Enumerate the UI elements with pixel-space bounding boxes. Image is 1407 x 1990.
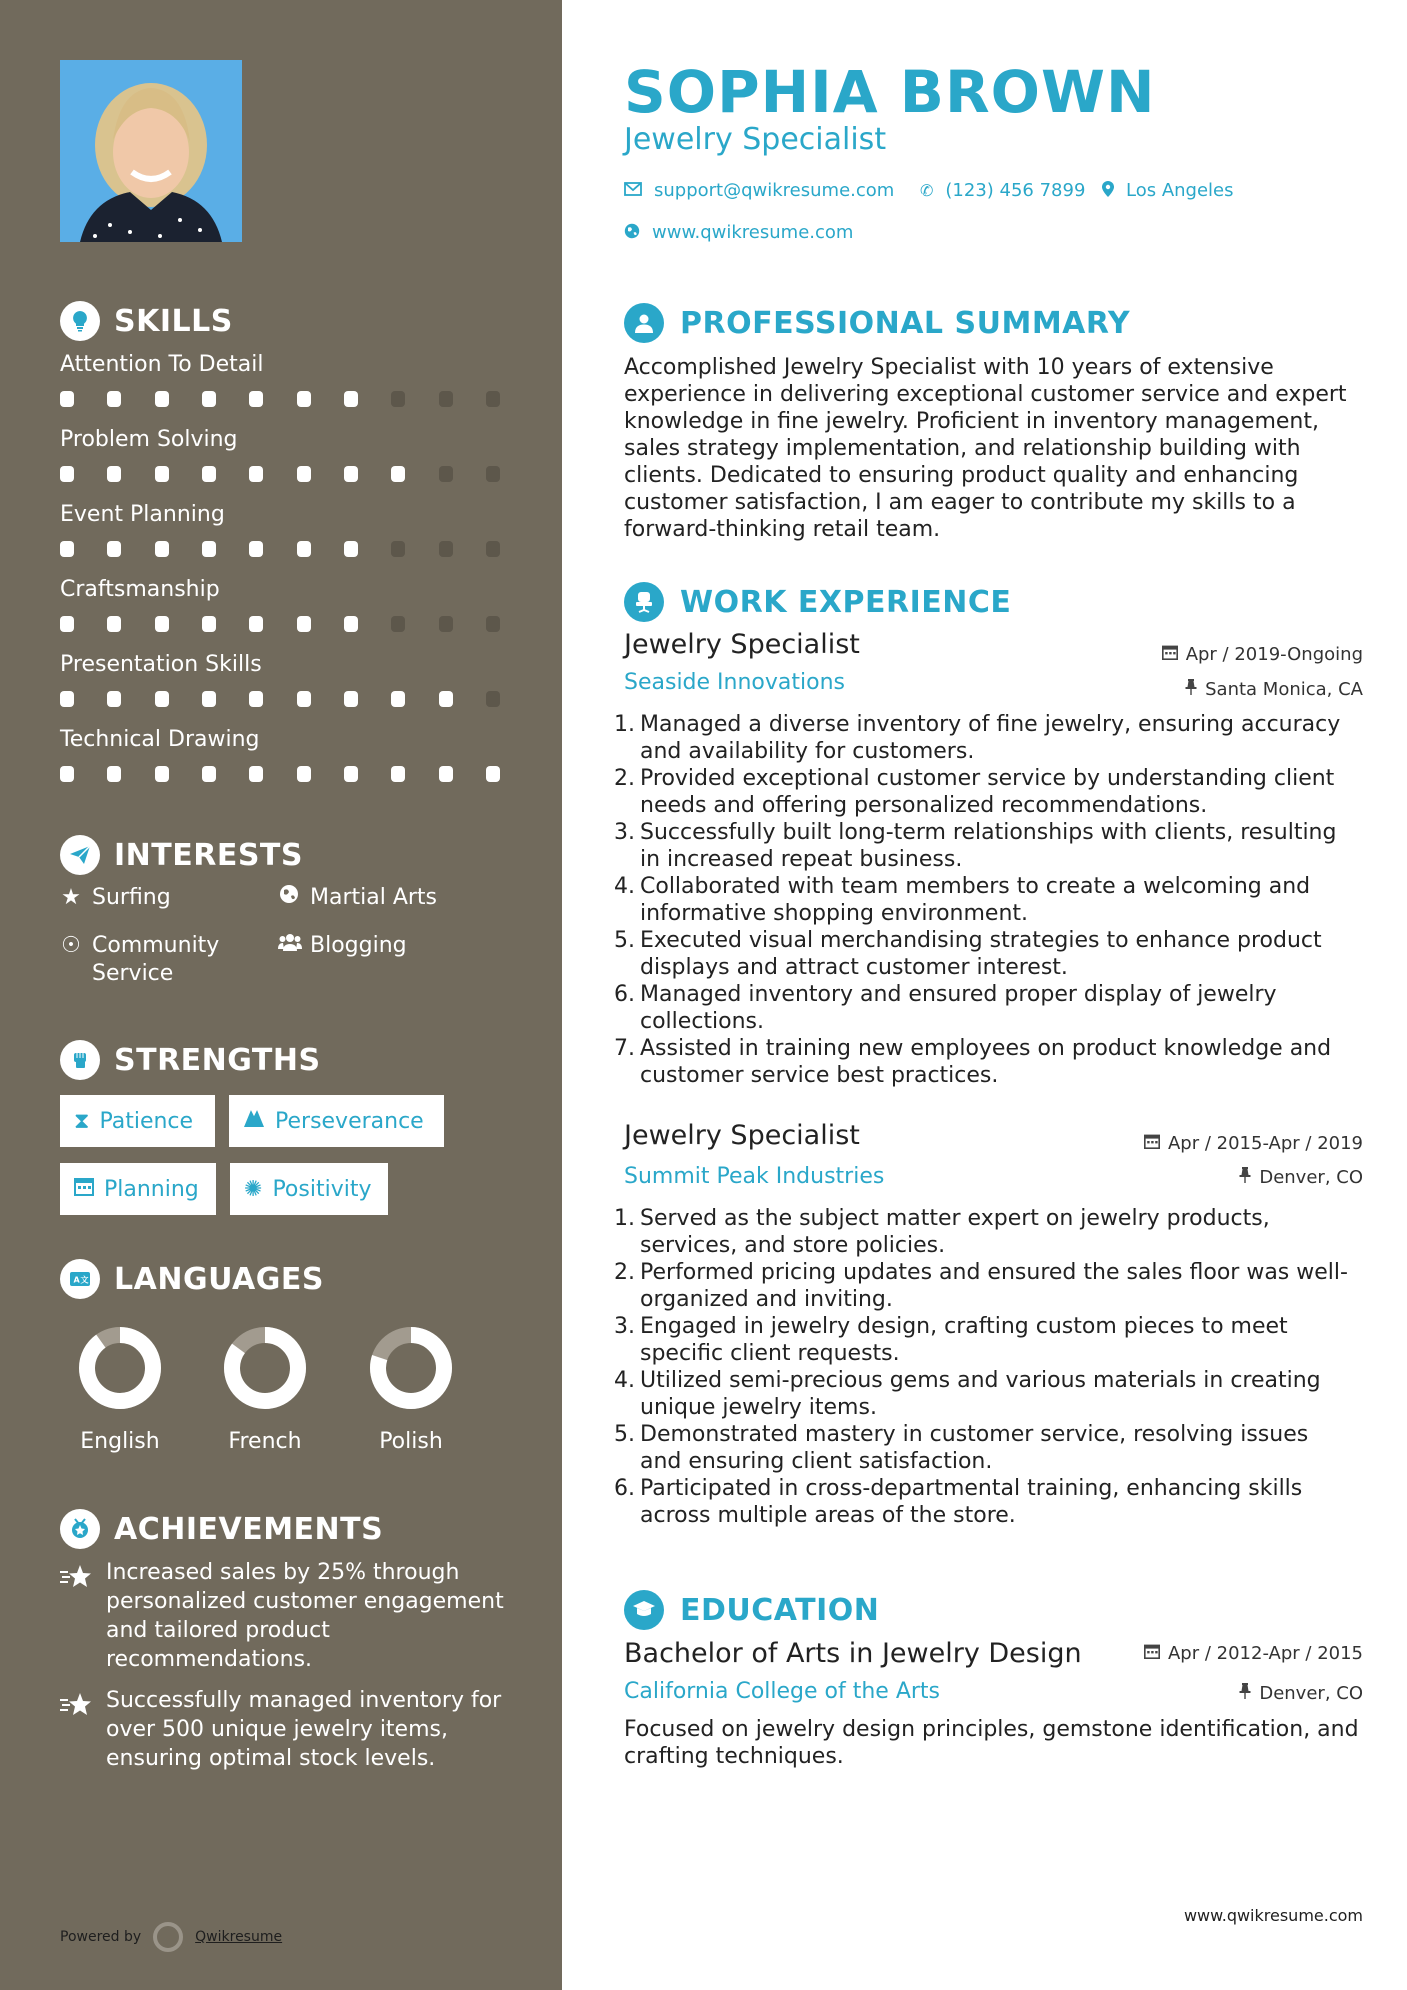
responsibility-text: Collaborated with team members to create a welcoming and informative shopping environment. bbox=[640, 874, 1311, 926]
language-item bbox=[351, 1325, 471, 1454]
skill-name: Event Planning bbox=[60, 502, 225, 527]
skill-level-dots bbox=[60, 766, 500, 782]
job-dates bbox=[1162, 644, 1363, 665]
star-fly-icon bbox=[60, 1686, 94, 1773]
education-description: Focused on jewelry design principles, gemstone identification, and crafting techniques. bbox=[624, 1717, 1359, 1769]
skill-dot bbox=[202, 391, 216, 407]
job-location-text: Santa Monica, CA bbox=[1205, 679, 1363, 700]
skill-dot bbox=[155, 541, 169, 557]
responsibility-item: 3. Successfully built long-term relationships with clients, resulting in increased repeat business. bbox=[614, 819, 1354, 873]
strength-tag bbox=[230, 1163, 388, 1215]
responsibility-text: Executed visual merchandising strategies to enhance product displays and attract customer interest. bbox=[640, 928, 1322, 980]
skill-name: Technical Drawing bbox=[60, 727, 260, 752]
skill-dot bbox=[486, 541, 500, 557]
responsibility-item: 2. Provided exceptional customer service by understanding client needs and offering personalized recommendations. bbox=[614, 765, 1354, 819]
skill-dot bbox=[344, 691, 358, 707]
strength-tag bbox=[60, 1163, 216, 1215]
achievements-heading bbox=[60, 1509, 383, 1549]
qwikresume-logo-icon bbox=[153, 1922, 183, 1952]
responsibility-text: Participated in cross-departmental training, enhancing skills across multiple areas of the store. bbox=[640, 1476, 1303, 1528]
qwikresume-link[interactable]: Qwikresume bbox=[195, 1929, 283, 1945]
language-name: French bbox=[228, 1429, 302, 1454]
skill-dot bbox=[202, 766, 216, 782]
footer-website[interactable]: www.qwikresume.com bbox=[1183, 1906, 1363, 1925]
job-location bbox=[1185, 679, 1363, 700]
contact-location bbox=[1102, 180, 1234, 201]
skill-dot bbox=[60, 766, 74, 782]
interest-item bbox=[60, 932, 219, 988]
globe-icon bbox=[278, 884, 300, 912]
responsibility-text: Managed a diverse inventory of fine jewelry, ensuring accuracy and availability for customers. bbox=[640, 712, 1341, 764]
skill-dot bbox=[107, 766, 121, 782]
interest-label: Blogging bbox=[310, 933, 407, 958]
strengths-title: STRENGTHS bbox=[114, 1042, 321, 1078]
skill-dot bbox=[439, 541, 453, 557]
skill-item bbox=[60, 652, 500, 707]
job-responsibilities bbox=[614, 711, 1354, 1089]
skill-dot bbox=[486, 616, 500, 632]
skill-name: Attention To Detail bbox=[60, 352, 264, 377]
language-item bbox=[205, 1325, 325, 1454]
phone-icon: ✆ bbox=[920, 181, 934, 200]
skill-dot bbox=[155, 391, 169, 407]
interests-title: INTERESTS bbox=[114, 837, 303, 873]
office-chair-icon bbox=[624, 582, 664, 622]
strength-label: Planning bbox=[104, 1176, 199, 1202]
strength-tag bbox=[229, 1095, 444, 1147]
interest-label: Surfing bbox=[92, 885, 171, 910]
skill-dot bbox=[486, 766, 500, 782]
skill-dot bbox=[391, 766, 405, 782]
responsibility-text: Performed pricing updates and ensured the sales floor was well-organized and inviting. bbox=[640, 1260, 1348, 1312]
languages-title: LANGUAGES bbox=[114, 1261, 324, 1297]
skill-dot bbox=[391, 466, 405, 482]
skill-dot bbox=[155, 616, 169, 632]
achievement-item bbox=[60, 1686, 510, 1773]
job-dates-text: Apr / 2015-Apr / 2019 bbox=[1167, 1133, 1363, 1154]
fist-icon bbox=[60, 1040, 100, 1080]
skill-dot bbox=[344, 391, 358, 407]
responsibility-text: Utilized semi-precious gems and various materials in creating unique jewelry items. bbox=[640, 1368, 1321, 1420]
skill-dot bbox=[107, 691, 121, 707]
profile-photo bbox=[60, 60, 242, 242]
pushpin-icon bbox=[1239, 1683, 1251, 1704]
profile-photo-image bbox=[60, 60, 242, 242]
envelope-icon bbox=[624, 181, 642, 200]
education-dates bbox=[1144, 1643, 1363, 1664]
achievement-item bbox=[60, 1558, 510, 1674]
skill-level-dots bbox=[60, 541, 500, 557]
interest-label-2: Service bbox=[92, 961, 174, 986]
user-icon bbox=[624, 303, 664, 343]
contact-website[interactable] bbox=[624, 222, 853, 243]
language-item bbox=[60, 1325, 180, 1454]
responsibility-item: 1. Managed a diverse inventory of fine jewelry, ensuring accuracy and availability for customers. bbox=[614, 711, 1354, 765]
skill-dot bbox=[486, 391, 500, 407]
language-icon bbox=[60, 1259, 100, 1299]
skill-dot bbox=[202, 616, 216, 632]
location-text: Los Angeles bbox=[1126, 180, 1234, 201]
skill-name: Problem Solving bbox=[60, 427, 238, 452]
calendar-icon bbox=[1162, 644, 1178, 665]
map-pin-icon bbox=[1102, 181, 1114, 201]
job-company: Seaside Innovations bbox=[624, 670, 845, 695]
job-company: Summit Peak Industries bbox=[624, 1164, 885, 1189]
skill-dot bbox=[297, 466, 311, 482]
skill-dot bbox=[439, 691, 453, 707]
email-text: support@qwikresume.com bbox=[654, 180, 895, 201]
star-fly-icon bbox=[60, 1558, 94, 1674]
skill-dot bbox=[155, 691, 169, 707]
responsibility-text: Engaged in jewelry design, crafting custom pieces to meet specific client requests. bbox=[640, 1314, 1288, 1366]
skill-dot bbox=[297, 541, 311, 557]
calendar-icon bbox=[1144, 1133, 1160, 1154]
responsibility-text: Successfully built long-term relationships with clients, resulting in increased repeat business. bbox=[640, 820, 1337, 872]
skill-dot bbox=[297, 391, 311, 407]
languages-heading bbox=[60, 1259, 324, 1299]
skill-dot bbox=[391, 541, 405, 557]
job-responsibilities bbox=[614, 1205, 1354, 1529]
sun-icon: ✺ bbox=[244, 1176, 263, 1202]
calendar-icon bbox=[1144, 1643, 1160, 1664]
language-level-ring bbox=[77, 1325, 163, 1411]
responsibility-item: 1. Served as the subject matter expert on jewelry products, services, and store policies. bbox=[614, 1205, 1354, 1259]
skill-dot bbox=[60, 616, 74, 632]
education-school: California College of the Arts bbox=[624, 1679, 941, 1704]
work-heading bbox=[624, 582, 1011, 622]
skill-dot bbox=[60, 541, 74, 557]
achievement-text: Increased sales by 25% through personalized customer engagement and tailored product recommendations. bbox=[106, 1560, 504, 1672]
globe-icon bbox=[624, 223, 640, 243]
summary-text: Accomplished Jewelry Specialist with 10 years of extensive experience in delivering exceptional customer service and expert knowledge in fine jewelry. Proficient in inventory management, sales strategy implementation, and relationship building with clients. Dedicated to ensuring product quality and enhancing customer satisfaction, I am eager to contribute my skills to a forward-thinking retail team. bbox=[624, 355, 1347, 542]
svg-text:A: A bbox=[73, 1275, 81, 1285]
skill-dot bbox=[297, 766, 311, 782]
skill-dot bbox=[391, 391, 405, 407]
strength-label: Perseverance bbox=[275, 1108, 424, 1134]
skills-heading bbox=[60, 301, 233, 341]
skill-dot bbox=[202, 466, 216, 482]
skill-name: Craftsmanship bbox=[60, 577, 220, 602]
svg-text:文: 文 bbox=[80, 1275, 89, 1285]
responsibility-item: 6. Participated in cross-departmental training, enhancing skills across multiple areas of the store. bbox=[614, 1475, 1354, 1529]
skill-dot bbox=[344, 616, 358, 632]
skill-dot bbox=[297, 616, 311, 632]
strength-label: Positivity bbox=[272, 1176, 372, 1202]
skills-title: SKILLS bbox=[114, 303, 233, 339]
paper-plane-icon bbox=[60, 835, 100, 875]
responsibility-text: Demonstrated mastery in customer service, resolving issues and ensuring client satisfaction. bbox=[640, 1422, 1309, 1474]
star-icon: ★ bbox=[61, 885, 81, 910]
skill-dot bbox=[486, 466, 500, 482]
job-title: Jewelry Specialist bbox=[624, 629, 860, 660]
pushpin-icon bbox=[1239, 1167, 1251, 1188]
users-icon bbox=[278, 932, 300, 960]
skill-dot bbox=[202, 541, 216, 557]
skill-dot bbox=[486, 691, 500, 707]
skill-item bbox=[60, 427, 500, 482]
strength-tag bbox=[60, 1095, 215, 1147]
skill-dot bbox=[344, 466, 358, 482]
interest-item bbox=[60, 884, 171, 912]
skill-dot bbox=[107, 616, 121, 632]
job-location-text: Denver, CO bbox=[1259, 1167, 1363, 1188]
person-name: SOPHIA BROWN bbox=[624, 58, 1156, 126]
responsibility-item: 5. Executed visual merchandising strategies to enhance product displays and attract customer interest. bbox=[614, 927, 1354, 981]
skill-dot bbox=[439, 766, 453, 782]
job-title: Jewelry Specialist bbox=[624, 1120, 860, 1151]
contact-email[interactable] bbox=[624, 180, 894, 201]
job-dates-text: Apr / 2019-Ongoing bbox=[1185, 644, 1363, 665]
interest-item bbox=[278, 932, 407, 960]
skill-level-dots bbox=[60, 691, 500, 707]
skill-level-dots bbox=[60, 616, 500, 632]
language-level-ring bbox=[222, 1325, 308, 1411]
strength-label: Patience bbox=[99, 1108, 194, 1134]
website-text: www.qwikresume.com bbox=[652, 222, 854, 243]
skill-dot bbox=[249, 466, 263, 482]
language-name: English bbox=[80, 1429, 160, 1454]
strengths-heading bbox=[60, 1040, 321, 1080]
person-role: Jewelry Specialist bbox=[624, 122, 887, 157]
work-title: WORK EXPERIENCE bbox=[680, 584, 1012, 620]
skill-dot bbox=[249, 691, 263, 707]
responsibility-item: 3. Engaged in jewelry design, crafting custom pieces to meet specific client requests. bbox=[614, 1313, 1354, 1367]
education-dates-text: Apr / 2012-Apr / 2015 bbox=[1167, 1643, 1363, 1664]
interest-item bbox=[278, 884, 437, 912]
skill-dot bbox=[107, 391, 121, 407]
skill-item bbox=[60, 502, 500, 557]
phone-text: (123) 456 7899 bbox=[945, 180, 1086, 201]
skill-dot bbox=[439, 391, 453, 407]
contact-phone[interactable] bbox=[920, 180, 1085, 201]
achievements-title: ACHIEVEMENTS bbox=[114, 1511, 384, 1547]
skill-dot bbox=[249, 541, 263, 557]
skill-item bbox=[60, 352, 500, 407]
job-dates bbox=[1144, 1133, 1363, 1154]
skill-dot bbox=[60, 691, 74, 707]
skill-dot bbox=[249, 616, 263, 632]
main-content bbox=[562, 0, 1407, 1990]
skill-dot bbox=[344, 541, 358, 557]
skill-dot bbox=[155, 466, 169, 482]
climber-icon bbox=[243, 1108, 265, 1134]
summary-title: PROFESSIONAL SUMMARY bbox=[680, 305, 1131, 341]
powered-by bbox=[60, 1922, 282, 1952]
job-location bbox=[1239, 1167, 1363, 1188]
summary-heading bbox=[624, 303, 1130, 343]
sidebar bbox=[0, 0, 562, 1990]
responsibility-text: Assisted in training new employees on product knowledge and customer service best practices. bbox=[640, 1036, 1332, 1088]
skill-dot bbox=[249, 391, 263, 407]
education-location bbox=[1239, 1683, 1363, 1704]
skill-item bbox=[60, 727, 500, 782]
skill-dot bbox=[60, 466, 74, 482]
education-degree: Bachelor of Arts in Jewelry Design bbox=[624, 1638, 1082, 1669]
skill-dot bbox=[391, 691, 405, 707]
skill-dot bbox=[297, 691, 311, 707]
responsibility-item: 6. Managed inventory and ensured proper display of jewelry collections. bbox=[614, 981, 1354, 1035]
pushpin-icon bbox=[1185, 679, 1197, 700]
skill-dot bbox=[391, 616, 405, 632]
responsibility-text: Served as the subject matter expert on jewelry products, services, and store policies. bbox=[640, 1206, 1270, 1258]
responsibility-item: 5. Demonstrated mastery in customer service, resolving issues and ensuring client satisfaction. bbox=[614, 1421, 1354, 1475]
skill-level-dots bbox=[60, 466, 500, 482]
language-name: Polish bbox=[379, 1429, 443, 1454]
powered-by-label: Powered by bbox=[60, 1929, 142, 1945]
responsibility-item: 7. Assisted in training new employees on product knowledge and customer service best practices. bbox=[614, 1035, 1354, 1089]
skill-dot bbox=[439, 466, 453, 482]
skill-dot bbox=[249, 766, 263, 782]
graduate-icon bbox=[624, 1590, 664, 1630]
education-location-text: Denver, CO bbox=[1259, 1683, 1363, 1704]
skill-dot bbox=[107, 466, 121, 482]
skill-level-dots bbox=[60, 391, 500, 407]
medal-icon bbox=[60, 1509, 100, 1549]
education-title: EDUCATION bbox=[680, 1592, 880, 1628]
calendar-icon bbox=[74, 1176, 94, 1202]
responsibility-item: 4. Utilized semi-precious gems and various materials in creating unique jewelry items. bbox=[614, 1367, 1354, 1421]
hourglass-icon: ⧗ bbox=[74, 1108, 90, 1134]
hand-icon: ☉ bbox=[61, 933, 81, 958]
skill-dot bbox=[202, 691, 216, 707]
skill-dot bbox=[344, 766, 358, 782]
skill-dot bbox=[155, 766, 169, 782]
education-heading bbox=[624, 1590, 879, 1630]
interest-label: Community bbox=[92, 933, 220, 958]
interest-label: Martial Arts bbox=[310, 885, 438, 910]
interests-heading bbox=[60, 835, 303, 875]
skill-item bbox=[60, 577, 500, 632]
responsibility-item: 4. Collaborated with team members to create a welcoming and informative shopping environment. bbox=[614, 873, 1354, 927]
language-level-arc bbox=[87, 1335, 153, 1401]
skill-dot bbox=[439, 616, 453, 632]
lightbulb-icon bbox=[60, 301, 100, 341]
skill-dot bbox=[60, 391, 74, 407]
responsibility-text: Provided exceptional customer service by understanding client needs and offering personalized recommendations. bbox=[640, 766, 1335, 818]
skill-dot bbox=[107, 541, 121, 557]
language-level-ring bbox=[368, 1325, 454, 1411]
responsibility-item: 2. Performed pricing updates and ensured the sales floor was well-organized and inviting. bbox=[614, 1259, 1354, 1313]
responsibility-text: Managed inventory and ensured proper display of jewelry collections. bbox=[640, 982, 1277, 1034]
skill-name: Presentation Skills bbox=[60, 652, 262, 677]
achievement-text: Successfully managed inventory for over 500 unique jewelry items, ensuring optimal stock levels. bbox=[106, 1688, 502, 1771]
